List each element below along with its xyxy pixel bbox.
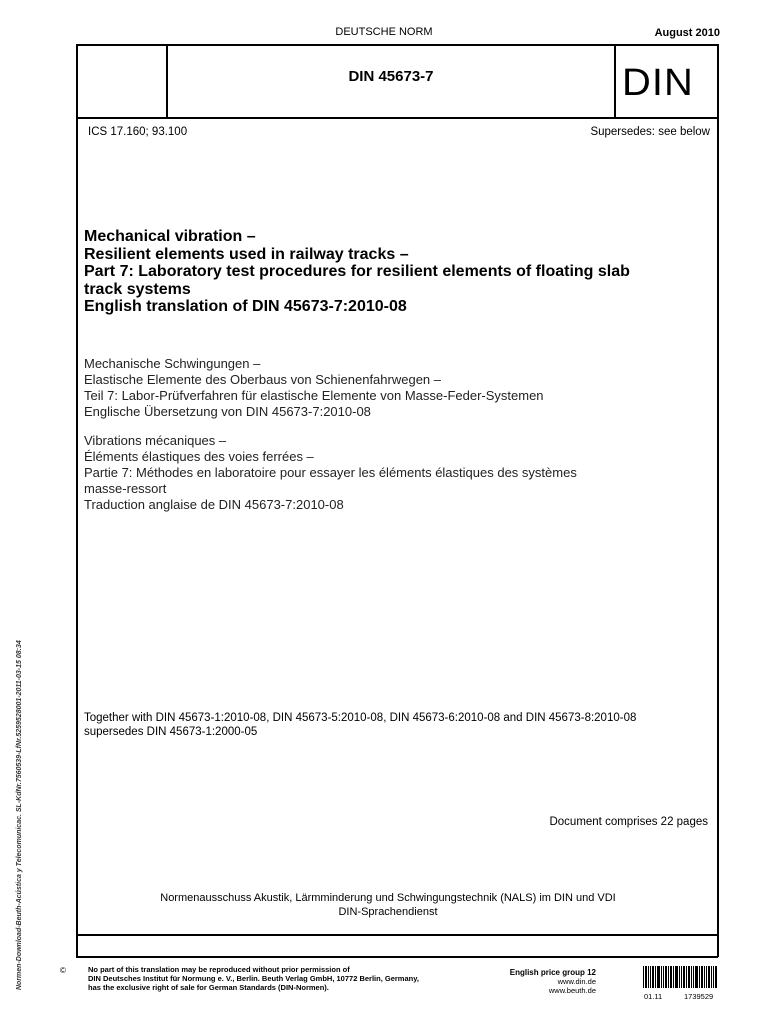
supersedes-note: Supersedes: see below — [590, 126, 710, 138]
barcode-date: 01.11 — [644, 992, 663, 1001]
committee-name — [80, 891, 696, 919]
german-title-line: Teil 7: Labor-Prüfverfahren für elastische Elemente von Masse-Feder-Systemen — [84, 388, 544, 403]
header-bottom-line — [76, 117, 718, 119]
supersession-line: Together with DIN 45673-1:2010-08, DIN 45673-5:2010-08, DIN 45673-6:2010-08 and DIN 45673-8:2010-08 — [84, 712, 637, 724]
din-website-link[interactable]: www.din.de — [557, 977, 596, 986]
english-title-line: Mechanical vibration – — [84, 228, 256, 245]
ics-code: ICS 17.160; 93.100 — [88, 126, 188, 138]
barcode-icon — [643, 966, 717, 988]
english-title-line: track systems — [84, 280, 191, 298]
barcode-number: 1739529 — [684, 992, 714, 1001]
document-type-label: DEUTSCHE NORM — [335, 26, 433, 38]
supersession-note — [84, 711, 724, 739]
french-title-line: masse-ressort — [84, 481, 167, 496]
committee-line: Normenausschuss Akustik, Lärmminderung und Schwingungstechnik (NALS) im DIN und VDI — [160, 892, 616, 904]
page-count: Document comprises 22 pages — [549, 816, 708, 828]
french-title-line: Vibrations mécaniques – — [84, 433, 227, 448]
frame-left-line — [76, 44, 78, 957]
english-title-line: Resilient elements used in railway tracks – — [84, 245, 409, 263]
supersession-line: supersedes DIN 45673-1:2000-05 — [84, 726, 258, 738]
german-title-line: Mechanische Schwingungen – — [84, 356, 261, 371]
din-logo: DIN — [622, 62, 694, 104]
header-divider-right — [614, 44, 616, 118]
copyright-line: has the exclusive right of sale for German Standards (DIN-Normen). — [88, 983, 329, 992]
footer-top-line — [76, 934, 718, 936]
copyright-notice — [88, 965, 488, 992]
download-stamp: Normen-Download-Beuth-Acústica y Telecomunicac. SL-KdNr.7560539-LfNr.5259528001-2011-03-15 08:34 — [16, 640, 23, 990]
standard-number: DIN 45673-7 — [348, 68, 434, 85]
english-title-line: Part 7: Laboratory test procedures for resilient elements of floating slab — [84, 263, 630, 280]
english-title-line: English translation of DIN 45673-7:2010-08 — [84, 298, 407, 315]
publication-date: August 2010 — [654, 27, 720, 39]
beuth-website-link[interactable]: www.beuth.de — [548, 986, 596, 995]
french-title-line: Éléments élastiques des voies ferrées – — [84, 449, 314, 464]
english-title — [84, 228, 714, 316]
copyright-line: DIN Deutsches Institut für Normung e. V., Berlin. Beuth Verlag GmbH, 10772 Berlin, Germany, — [88, 974, 419, 983]
frame-top-line — [76, 44, 718, 46]
copyright-icon: © — [60, 966, 66, 975]
price-info — [480, 968, 596, 995]
german-title — [84, 356, 714, 420]
frame-right-line — [717, 44, 719, 957]
french-title — [84, 433, 714, 513]
german-title-line: Elastische Elemente des Oberbaus von Schienenfahrwegen – — [84, 372, 441, 387]
price-group: English price group 12 — [509, 968, 596, 977]
french-title-line: Partie 7: Méthodes en laboratoire pour essayer les éléments élastiques des systèmes — [84, 465, 577, 480]
german-title-line: Englische Übersetzung von DIN 45673-7:2010-08 — [84, 404, 371, 419]
copyright-line: No part of this translation may be reproduced without prior permission of — [88, 965, 350, 974]
french-title-line: Traduction anglaise de DIN 45673-7:2010-08 — [84, 497, 344, 512]
committee-line: DIN-Sprachendienst — [338, 906, 438, 918]
frame-bottom-line — [76, 956, 718, 958]
